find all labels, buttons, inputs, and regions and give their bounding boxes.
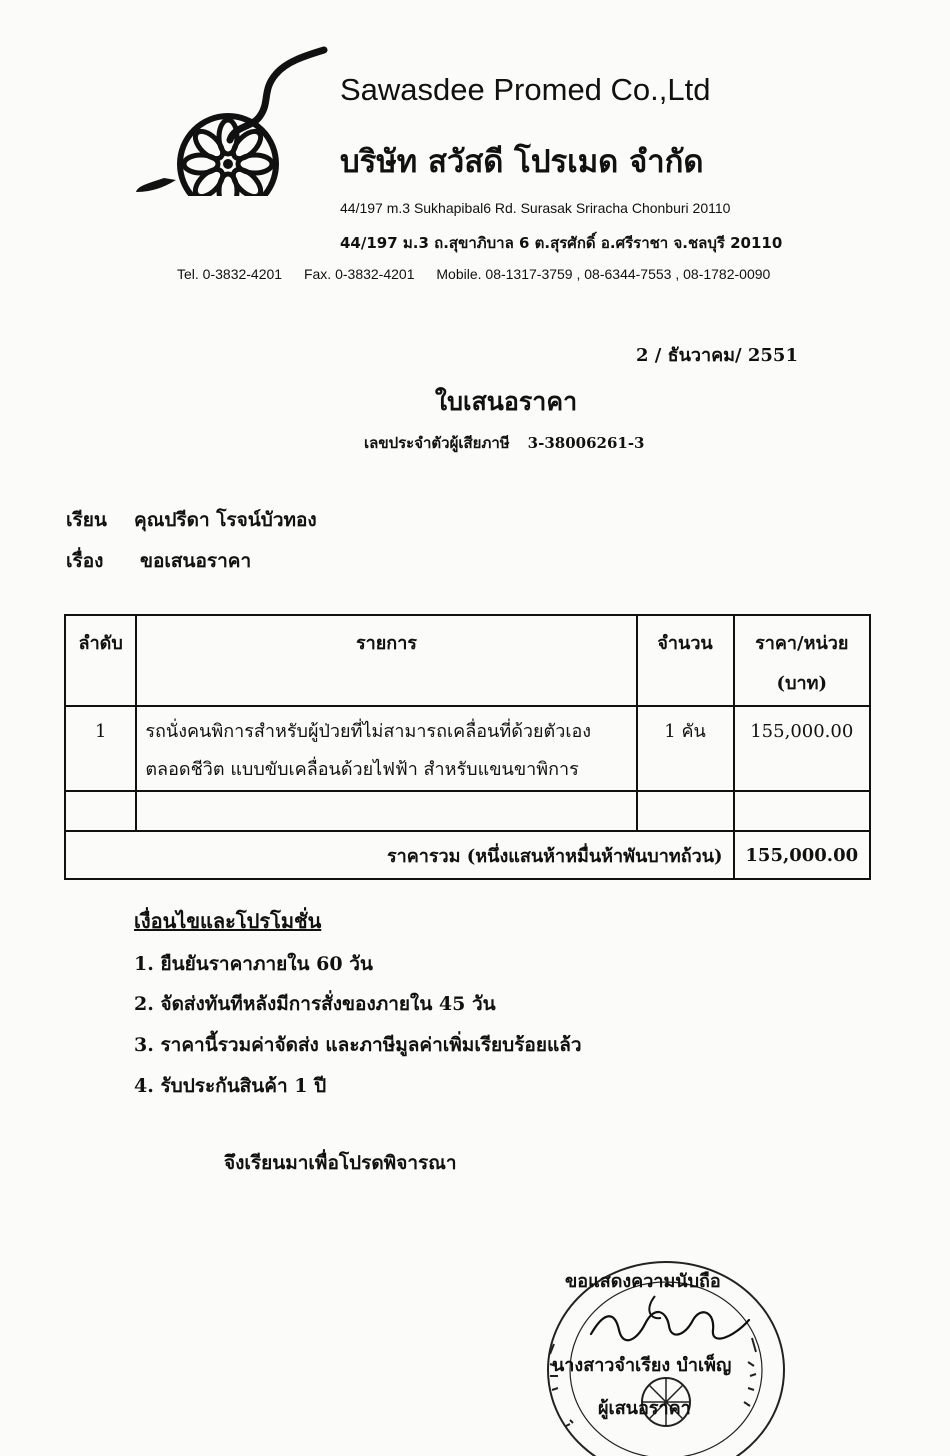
row-price: 155,000.00: [734, 706, 870, 791]
tax-id: [364, 431, 644, 455]
table-empty-row: [65, 791, 870, 831]
to-label: เรียน: [66, 509, 107, 531]
quotation-table: [64, 614, 871, 880]
conditions-heading: เงื่อนไขและโปรโมชั่น: [134, 909, 322, 933]
table-header-row: [65, 615, 870, 706]
tax-id-label: เลขประจำตัวผู้เสียภาษี: [364, 434, 510, 452]
row-desc-line2: ตลอดชีวิต แบบขับเคลื่อนด้วยไฟฟ้า สำหรับแขนขาพิการ: [145, 759, 579, 780]
company-name-en: Sawasdee Promed Co.,Ltd: [340, 72, 711, 107]
header-no: ลำดับ: [65, 615, 136, 706]
closing-text: จึงเรียนมาเพื่อโปรดพิจารณา: [224, 1152, 457, 1174]
table-total-row: [65, 831, 870, 879]
row-qty: 1 คัน: [637, 706, 734, 791]
header-item: รายการ: [136, 615, 636, 706]
company-address-en: 44/197 m.3 Sukhapibal6 Rd. Surasak Sriracha Chonburi 20110: [340, 200, 731, 216]
regards-text: ขอแสดงความนับถือ: [565, 1271, 721, 1292]
condition-item: 3. ราคานี้รวมค่าจัดส่ง และภาษีมูลค่าเพิ่มเรียบร้อยแล้ว: [134, 1034, 582, 1056]
subject-value: ขอเสนอราคา: [140, 550, 252, 572]
document-date: 2 / ธันวาคม/ 2551: [636, 345, 798, 366]
tax-id-value: 3-38006261-3: [527, 434, 645, 452]
total-label: ราคารวม (หนึ่งแสนห้าหมื่นห้าพันบาทถ้วน): [65, 831, 734, 879]
fax: Fax. 0-3832-4201: [303, 266, 415, 282]
table-row: [65, 706, 870, 791]
row-description: [136, 706, 636, 791]
header-price-line2: (บาท): [776, 673, 827, 694]
subject-label: เรื่อง: [66, 550, 104, 572]
tel: Tel. 0-3832-4201: [177, 266, 283, 282]
header-qty: จำนวน: [637, 615, 734, 706]
total-value: 155,000.00: [734, 831, 870, 879]
condition-item: 4. รับประกันสินค้า 1 ปี: [134, 1075, 327, 1097]
company-address-th: 44/197 ม.3 ถ.สุขาภิบาล 6 ต.สุรศักดิ์ อ.ศรีราชา จ.ชลบุรี 20110: [340, 234, 783, 252]
row-no: 1: [65, 706, 136, 791]
header-price: [734, 615, 870, 706]
row-desc-line1: รถนั่งคนพิการสำหรับผู้ป่วยที่ไม่สามารถเคลื่อนที่ด้วยตัวเอง: [145, 721, 592, 742]
condition-item: 1. ยืนยันราคาภายใน 60 วัน: [134, 953, 373, 975]
company-name-th: บริษัท สวัสดี โปรเมด จำกัด: [340, 144, 704, 180]
document-title: ใบเสนอราคา: [434, 387, 578, 416]
company-logo: [136, 46, 336, 196]
condition-item: 2. จัดส่งทันทีหลังมีการสั่งของภายใน 45 วัน: [134, 993, 496, 1015]
to-value: คุณปรีดา โรจน์บัวทอง: [134, 509, 317, 531]
company-contact: [177, 266, 788, 282]
signer-name: นางสาวจำเรียง บำเพ็ญ: [552, 1355, 732, 1376]
header-price-line1: ราคา/หน่วย: [755, 633, 849, 654]
mobile: Mobile. 08-1317-3759 , 08-6344-7553 , 08-1782-0090: [436, 266, 771, 282]
signer-position: ผู้เสนอราคา: [598, 1398, 691, 1419]
